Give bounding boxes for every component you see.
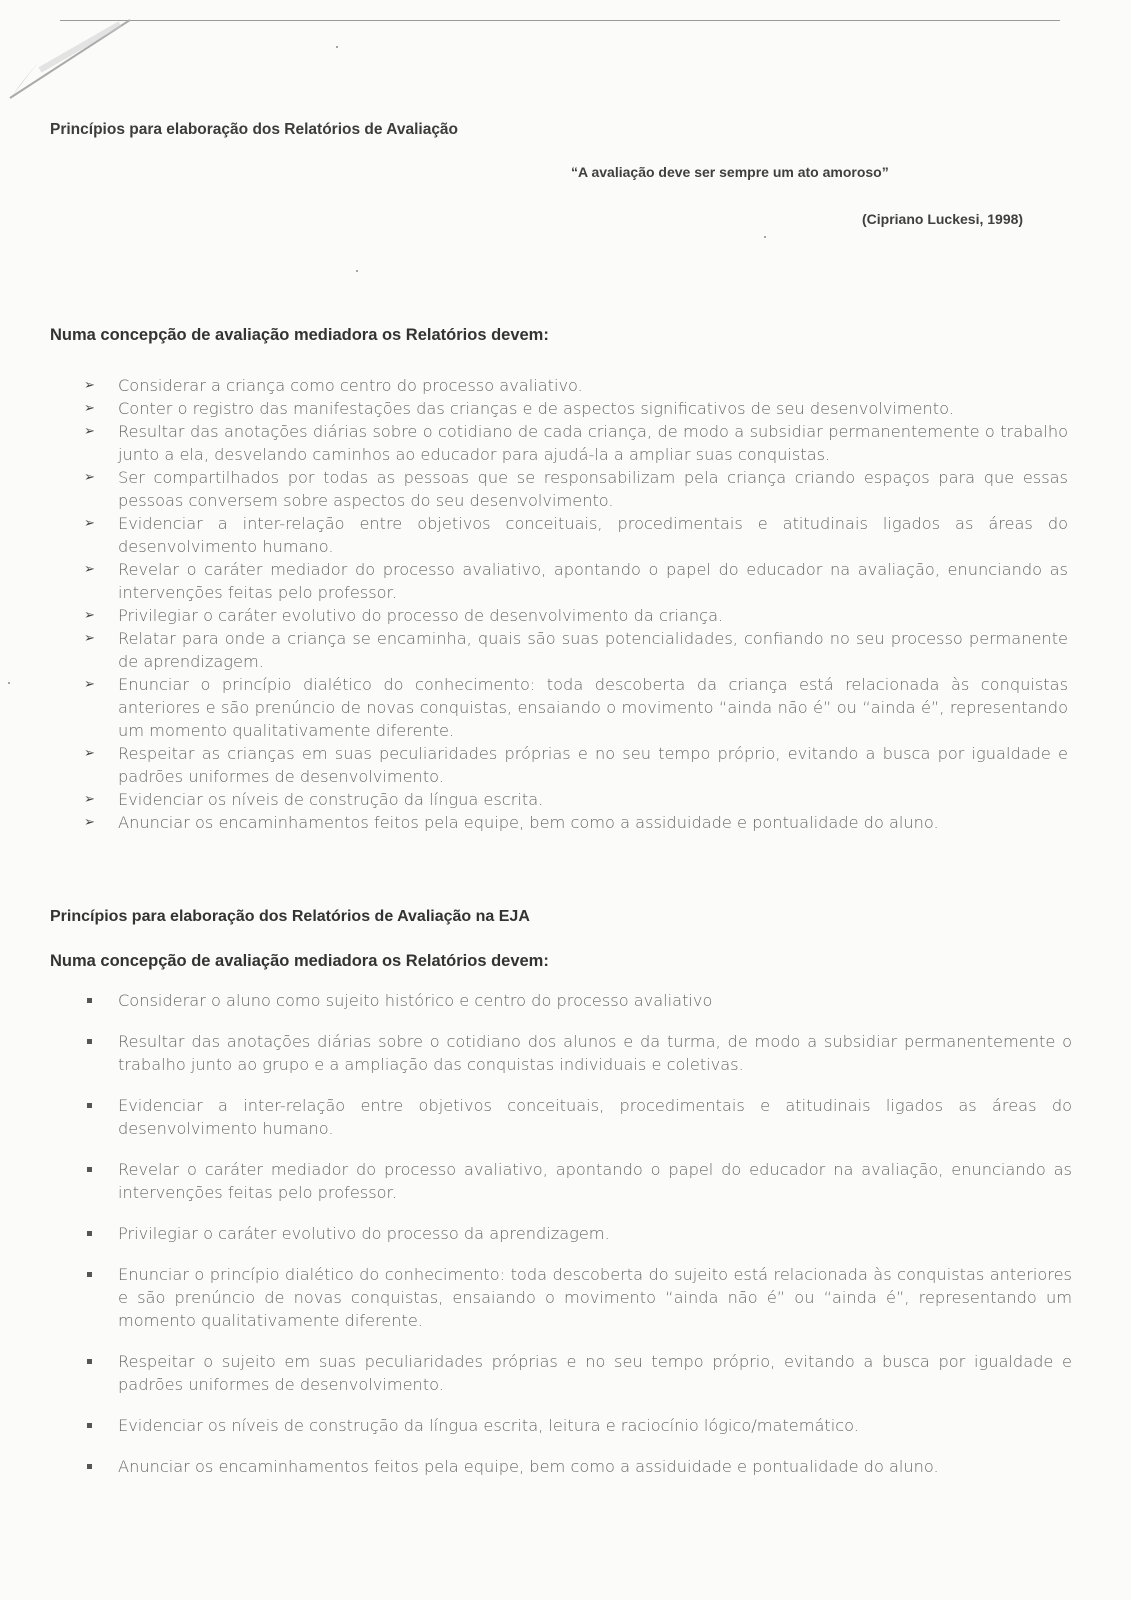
- square-bullet-icon: [87, 1359, 92, 1364]
- list-item: ➢ Ser compartilhados por todas as pessoas que se responsabilizam pela criança criando espaços para que essas pessoas conversem sobre aspectos do seu desenvolvimento.: [84, 468, 1068, 510]
- section1-list: [84, 374, 1068, 834]
- list-item: Evidenciar os níveis de construção da língua escrita, leitura e raciocínio lógico/matemático.: [118, 1414, 1072, 1437]
- list-item: Resultar das anotações diárias sobre o cotidiano dos alunos e da turma, de modo a subsidiar permanentemente o trabalho junto ao grupo e a ampliação das conquistas individuais e coletivas.: [118, 1030, 1072, 1076]
- document-title: Princípios para elaboração dos Relatórios de Avaliação: [50, 121, 459, 138]
- list-item: ➢ Resultar das anotações diárias sobre o cotidiano de cada criança, de modo a subsidiar permanentemente o trabalho junto a ela, desvelando caminhos ao educador para ajudá-la a ampliar suas conquistas.: [84, 422, 1068, 464]
- square-bullet-icon: [87, 1464, 92, 1469]
- list-item: ➢ Anunciar os encaminhamentos feitos pela equipe, bem como a assiduidade e pontualidade do aluno.: [84, 813, 939, 832]
- arrow-bullet-icon: ➢: [84, 401, 95, 416]
- list-item: ➢ Evidenciar a inter-relação entre objetivos conceituais, procedimentais e atitudinais ligados as áreas do desenvolvimento humano.: [84, 514, 1068, 556]
- epigraph-quote: “A avaliação deve ser sempre um ato amoroso”: [571, 164, 889, 180]
- arrow-bullet-icon: ➢: [84, 516, 95, 531]
- list-item: Privilegiar o caráter evolutivo do processo da aprendizagem.: [118, 1222, 1072, 1245]
- square-bullet-icon: [87, 1167, 92, 1172]
- section2-title: Princípios para elaboração dos Relatórios de Avaliação na EJA: [50, 908, 530, 925]
- list-item: Considerar o aluno como sujeito histórico e centro do processo avaliativo: [118, 989, 1072, 1012]
- section1-heading: Numa concepção de avaliação mediadora os Relatórios devem:: [50, 326, 549, 344]
- scan-speck: [356, 270, 358, 272]
- scan-edge-line: [60, 20, 1060, 21]
- list-item: Evidenciar a inter-relação entre objetivos conceituais, procedimentais e atitudinais ligados as áreas do desenvolvimento humano.: [118, 1094, 1072, 1140]
- scan-speck: [764, 236, 766, 238]
- list-item: ➢ Conter o registro das manifestações das crianças e de aspectos significativos de seu desenvolvimento.: [84, 399, 954, 418]
- scan-speck: [8, 682, 10, 684]
- list-item: ➢ Privilegiar o caráter evolutivo do processo de desenvolvimento da criança.: [84, 606, 724, 625]
- scan-speck: [336, 46, 338, 48]
- arrow-bullet-icon: ➢: [84, 815, 95, 830]
- list-item: ➢ Enunciar o princípio dialético do conhecimento: toda descoberta da criança está relacionada às conquistas anteriores e são prenúncio de novas conquistas, ensaiando o movimento “ainda não é” ou “ainda é”, representando um momento qualitativamente diferente.: [84, 675, 1068, 740]
- section2-heading: Numa concepção de avaliação mediadora os Relatórios devem:: [50, 952, 549, 970]
- arrow-bullet-icon: ➢: [84, 677, 95, 692]
- list-item: Enunciar o princípio dialético do conhecimento: toda descoberta do sujeito está relacionada às conquistas anteriores e são prenúncio de novas conquistas, ensaiando o movimento “ainda não é” ou “ainda é”, representando um momento qualitativamente diferente.: [118, 1263, 1072, 1332]
- arrow-bullet-icon: ➢: [84, 792, 95, 807]
- arrow-bullet-icon: ➢: [84, 746, 95, 761]
- square-bullet-icon: [87, 1039, 92, 1044]
- square-bullet-icon: [87, 1423, 92, 1428]
- arrow-bullet-icon: ➢: [84, 608, 95, 623]
- arrow-bullet-icon: ➢: [84, 424, 95, 439]
- epigraph-author: (Cipriano Luckesi, 1998): [862, 211, 1024, 227]
- list-item: ➢ Evidenciar os níveis de construção da língua escrita.: [84, 790, 544, 809]
- section2-list: [118, 989, 1072, 1496]
- list-item: Revelar o caráter mediador do processo avaliativo, apontando o papel do educador na avaliação, enunciando as intervenções feitas pelo professor.: [118, 1158, 1072, 1204]
- list-item: Respeitar o sujeito em suas peculiaridades próprias e no seu tempo próprio, evitando a busca por igualdade e padrões uniformes de desenvolvimento.: [118, 1350, 1072, 1396]
- arrow-bullet-icon: ➢: [84, 631, 95, 646]
- arrow-bullet-icon: ➢: [84, 562, 95, 577]
- list-item: ➢ Respeitar as crianças em suas peculiaridades próprias e no seu tempo próprio, evitando a busca por igualdade e padrões uniformes de desenvolvimento.: [84, 744, 1068, 786]
- list-item: Anunciar os encaminhamentos feitos pela equipe, bem como a assiduidade e pontualidade do aluno.: [118, 1455, 1072, 1478]
- list-item: ➢ Relatar para onde a criança se encaminha, quais são suas potencialidades, confiando no seu processo permanente de aprendizagem.: [84, 629, 1068, 671]
- folded-corner-mark: [0, 0, 160, 110]
- list-item: ➢ Revelar o caráter mediador do processo avaliativo, apontando o papel do educador na avaliação, enunciando as intervenções feitas pelo professor.: [84, 560, 1068, 602]
- square-bullet-icon: [87, 1272, 92, 1277]
- square-bullet-icon: [87, 1103, 92, 1108]
- arrow-bullet-icon: ➢: [84, 378, 95, 393]
- list-item: ➢ Considerar a criança como centro do processo avaliativo.: [84, 376, 583, 395]
- square-bullet-icon: [87, 1231, 92, 1236]
- arrow-bullet-icon: ➢: [84, 470, 95, 485]
- square-bullet-icon: [87, 998, 92, 1003]
